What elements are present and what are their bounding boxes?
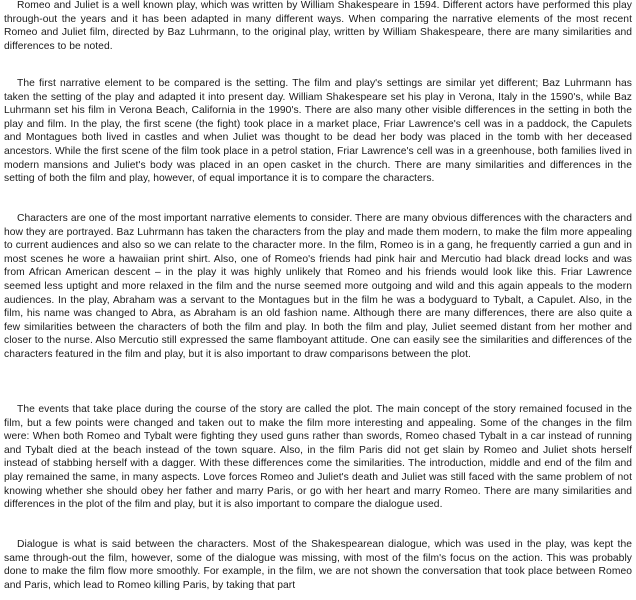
paragraph-dialogue: Dialogue is what is said between the characters. Most of the Shakespearean dialogue, which was used in the play, was kept the same through-out the film, however, some of the dialogue was missing, with most of the film's focus on the action. This was probably done to make the film flow more smoothly. For example, in the film, we are not shown the conversation that took place between Romeo and Paris, which lead to Romeo killing Paris, by taking that part: [4, 539, 632, 591]
paragraph-introduction: Romeo and Juliet is a well known play, which was written by William Shakespeare in 1594. Different actors have performed this play through-out the years and it has been adapted in many different ways. When comparing the narrative elements of the most recent Romeo and Juliet film, directed by Baz Luhrmann, to the original play, written by William Shakespeare, there are many similarities and differences to be noted.: [4, 0, 632, 52]
paragraph-plot: The events that take place during the course of the story are called the plot. The main concept of the story remained focused in the film, but a few points were changed and taken out to make the film more interesting and appealing. Some of the changes in the film were: When both Romeo and Tybalt were fighting they used guns rather than swords, Romeo chased Tybalt in a car instead of running and Tybalt died at the beach instead of the town square. Also, in the film Paris did not get slain by Romeo and Juliet shots herself instead of stabbing herself with a dagger. With these differences come the similarities. The introduction, middle and end of the film and play remained the same, in many aspects. Love forces Romeo and Juliet's death and Juliet was still faced with the same problem of not knowing whether she should obey her father and marry Paris, or go with her heart and marry Romeo. There are many similarities and differences in the plot of the film and play, but it is also important to compare the dialogue used.: [4, 404, 632, 511]
paragraph-setting: The first narrative element to be compared is the setting. The film and play's settings are similar yet different; Baz Luhrmann has taken the setting of the play and adapted it into present day. William Shakespeare set his play in Verona, Italy in the 1590's, while Baz Luhrmann set his film in Verona Beach, California in the 1990's. There are also many other visible differences in the setting in both the play and film. In the play, the first scene (the fight) took place in a market place, Friar Lawrence's cell was in a paddock, the Capulets and Montagues both lived in castles and when Juliet was thought to be dead her body was placed in the tomb with her deceased ancestors. While the first scene of the film took place in a petrol station, Friar Lawrence's cell was in a greenhouse, both families lived in modern mansions and Juliet's body was placed in an open casket in the church. There are many similarities and differences in the setting of both the film and play, however, of equal importance it is to compare the characters.: [4, 78, 632, 185]
paragraph-characters: Characters are one of the most important narrative elements to consider. There are many obvious differences with the characters and how they are portrayed. Baz Luhrmann has taken the characters from the play and made them modern, to make the film more appealing to current audiences and also so we can relate to the character more. In the film, Romeo is in a gang, he frequently carried a gun and in most scenes he wore a hawaiian print shirt. Also, one of Romeo's friends had pink hair and Mercutio had black dread locks and was from African American descent – in the play it was highly unlikely that Romeo and his friends would look like this. Friar Lawrence seemed less uptight and more relaxed in the film and the nurse seemed more outgoing and wild and this again appeals to the modern audiences. In the play, Abraham was a servant to the Montagues but in the film he was a bodyguard to Tybalt, a Capulet. Also, in the film, his name was changed to Abra, as Abraham is an old fashion name. Although there are many differences, there are also quite a few similarities between the characters of both the film and play. In both the film and play, Juliet seemed distant from her mother and closer to the nurse. Also Mercutio still expressed the same flamboyant attitude. One can easily see the similarities and differences of the characters featured in the film and play, but it is also important to draw comparisons between the plot.: [4, 213, 632, 360]
